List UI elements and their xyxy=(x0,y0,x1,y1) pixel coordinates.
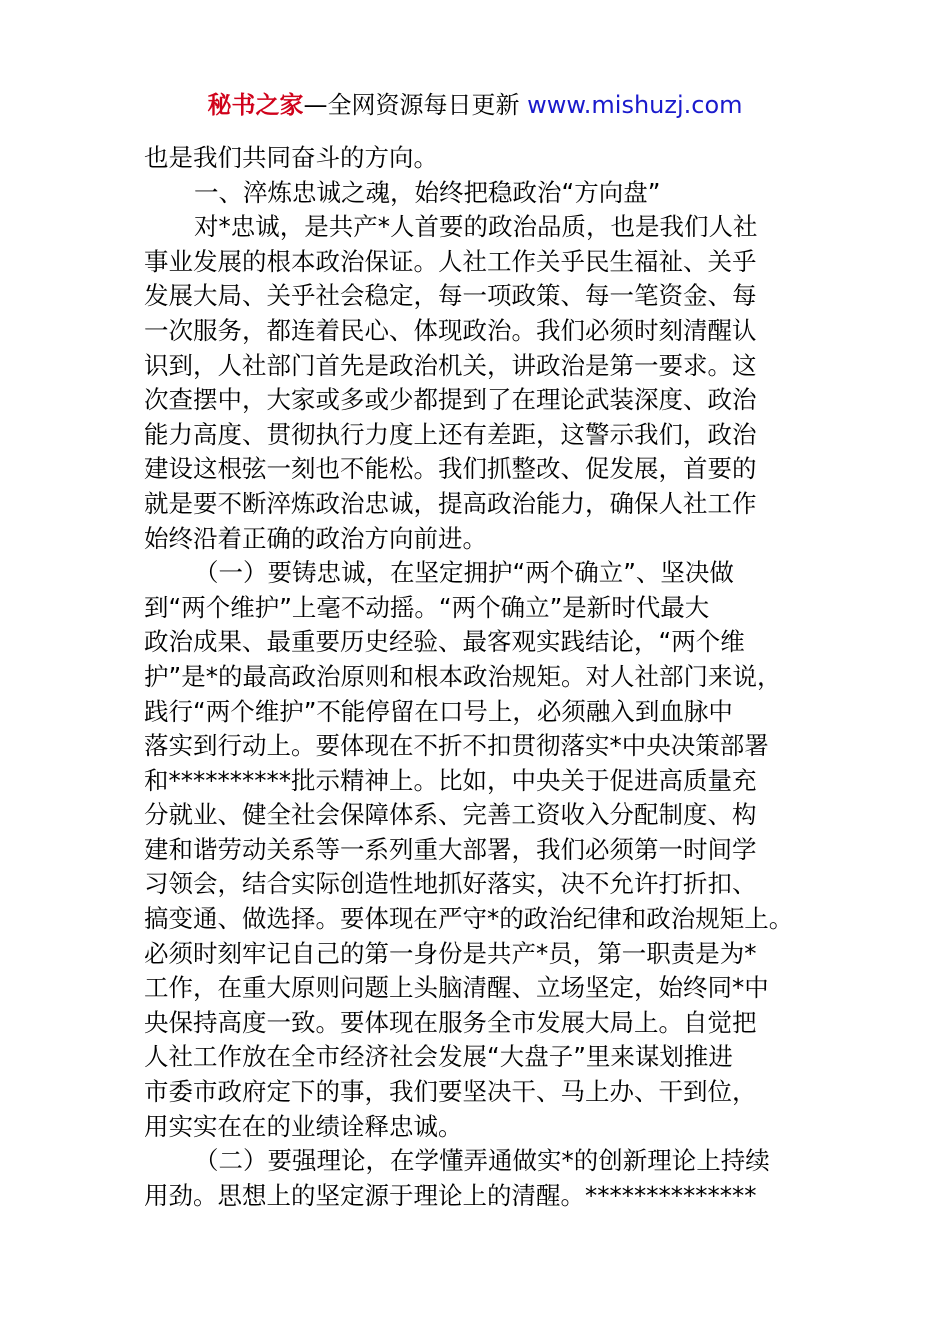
text-line: 和**********批示精神上。比如，中央关于促进高质量充 xyxy=(144,765,757,795)
text-line: 用实实在在的业绩诠释忠诚。 xyxy=(144,1111,463,1141)
text-line: 建和谐劳动关系等一系列重大部署，我们必须第一时间学 xyxy=(144,834,757,864)
text-line: 识到，人社部门首先是政治机关，讲政治是第一要求。这 xyxy=(144,350,757,380)
text-line: 搞变通、做选择。要体现在严守*的政治纪律和政治规矩上。 xyxy=(144,904,794,934)
text-line: 习领会，结合实际创造性地抓好落实，决不允许打折扣、 xyxy=(144,869,757,899)
text-line: （一）要铸忠诚，在坚定拥护“两个确立”、坚决做 xyxy=(194,558,734,588)
text-line: 发展大局、关乎社会稳定，每一项政策、每一笔资金、每 xyxy=(144,281,757,311)
text-line: 市委市政府定下的事，我们要坚决干、马上办、干到位， xyxy=(144,1077,757,1107)
text-line: 就是要不断淬炼政治忠诚，提高政治能力，确保人社工作 xyxy=(144,488,757,518)
text-line: 一次服务，都连着民心、体现政治。我们必须时刻清醒认 xyxy=(144,315,757,345)
header-tagline: —全网资源每日更新 xyxy=(303,91,528,119)
text-line: 次查摆中，大家或多或少都提到了在理论武装深度、政治 xyxy=(144,385,757,415)
text-line: 必须时刻牢记自己的第一身份是共产*员，第一职责是为* xyxy=(144,938,757,968)
text-line: 护”是*的最高政治原则和根本政治规矩。对人社部门来说， xyxy=(144,661,782,691)
text-line: 一、淬炼忠诚之魂，始终把稳政治“方向盘” xyxy=(194,177,661,207)
page-header xyxy=(0,88,950,122)
text-line: 始终沿着正确的政治方向前进。 xyxy=(144,523,487,553)
document-body xyxy=(144,141,808,1213)
text-line: 能力高度、贯彻执行力度上还有差距，这警示我们，政治 xyxy=(144,419,757,449)
text-line: 对*忠诚，是共产*人首要的政治品质，也是我们人社 xyxy=(194,212,758,242)
text-line: 用劲。思想上的坚定源于理论上的清醒。************** xyxy=(144,1180,757,1210)
header-url-link[interactable]: www.mishuzj.com xyxy=(527,91,743,119)
text-line: 工作，在重大原则问题上头脑清醒、立场坚定，始终同*中 xyxy=(144,973,769,1003)
text-line: 央保持高度一致。要体现在服务全市发展大局上。自觉把 xyxy=(144,1007,757,1037)
text-line: 建设这根弦一刻也不能松。我们抓整改、促发展，首要的 xyxy=(144,454,757,484)
text-line: 事业发展的根本政治保证。人社工作关乎民生福祉、关乎 xyxy=(144,246,757,276)
text-line: 政治成果、最重要历史经验、最客观实践结论，“两个维 xyxy=(144,627,745,657)
header-brand: 秘书之家 xyxy=(207,91,304,119)
text-line: 践行“两个维护”不能停留在口号上，必须融入到血脉中 xyxy=(144,696,733,726)
text-line: 也是我们共同奋斗的方向。 xyxy=(144,143,438,172)
text-line: 到“两个维护”上毫不动摇。“两个确立”是新时代最大 xyxy=(144,592,710,622)
text-line: 落实到行动上。要体现在不折不扣贯彻落实*中央决策部署 xyxy=(144,731,769,761)
text-line: 人社工作放在全市经济社会发展“大盘子”里来谋划推进 xyxy=(144,1042,733,1072)
text-line: 分就业、健全社会保障体系、完善工资收入分配制度、构 xyxy=(144,800,757,830)
text-line: （二）要强理论，在学懂弄通做实*的创新理论上持续 xyxy=(194,1146,770,1176)
